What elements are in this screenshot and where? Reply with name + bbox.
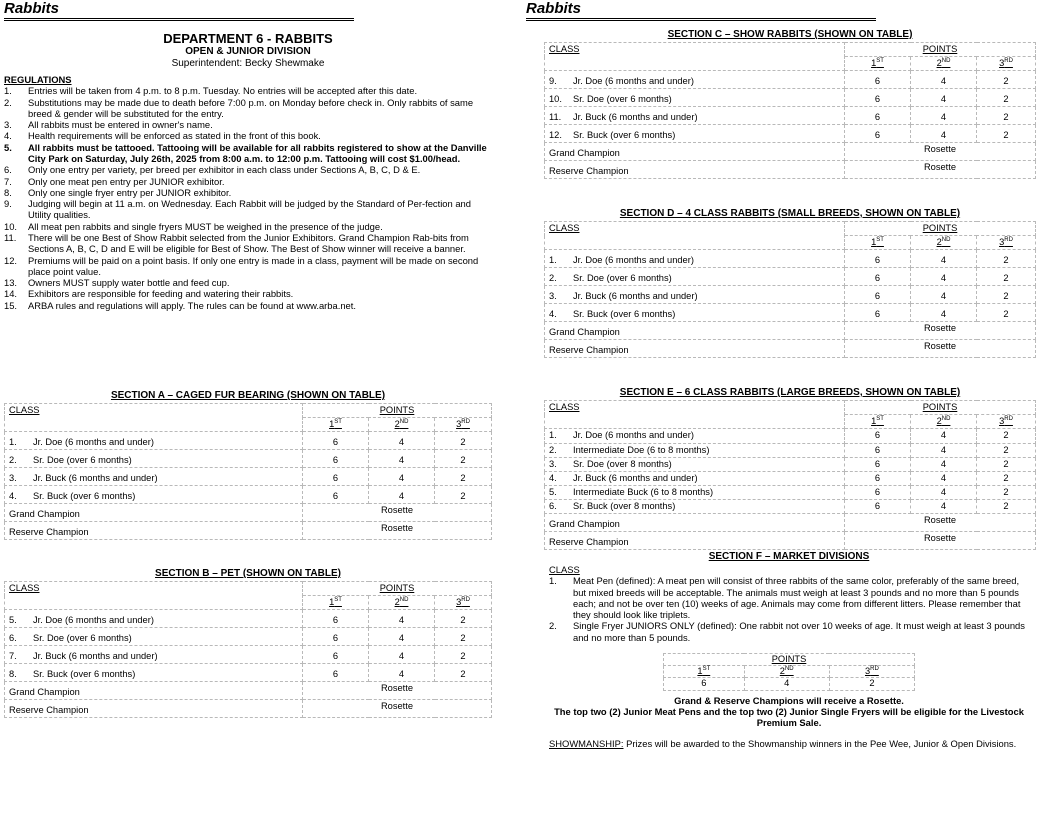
regulation-text: Substitutions may be made due to death before 7:00 p.m. on Monday before check in. Only rabbits of same breed & gender will be substituted for the entry. (28, 96, 474, 119)
second-place-points: 4 (369, 664, 435, 682)
first-place-points: 6 (845, 429, 911, 443)
premium-note: The top two (2) Junior Meat Pens and the top two (2) Junior Single Fryers will be eligible for the Livestock Premium Sale. (554, 705, 1024, 729)
first-place-points: 6 (845, 471, 911, 485)
third-place-points: 2 (977, 457, 1036, 471)
third-place-points: 2 (435, 610, 492, 628)
class-row (545, 486, 1036, 500)
superintendent: Superintendent: Becky Shewmake (171, 58, 325, 69)
first-place-points: 6 (845, 125, 911, 143)
award-label: Grand Champion (545, 514, 845, 532)
third-place-points: 2 (435, 468, 492, 486)
regulation-number: 13. (4, 277, 18, 289)
third-place-points: 2 (977, 89, 1036, 107)
first-place-header: 1ST (303, 596, 369, 610)
section-a (4, 390, 492, 540)
class-row (5, 468, 492, 486)
first-place-points: 6 (303, 450, 369, 468)
regulation-number: 11. (4, 231, 17, 243)
second-place-points: 4 (911, 471, 977, 485)
award-row (5, 700, 492, 718)
class-row (5, 610, 492, 628)
department-subtitle: OPEN & JUNIOR DIVISION (185, 46, 311, 57)
regulation-number: 1. (4, 85, 12, 97)
class-label: 4. Jr. Buck (6 months and under) (545, 471, 845, 485)
second-place-points: 4 (911, 125, 977, 143)
class-row (545, 457, 1036, 471)
first-place-header: 1ST (845, 236, 911, 250)
class-row (545, 89, 1036, 107)
regulation-item (4, 277, 492, 288)
market-second-header: 2ND (744, 666, 829, 678)
regulation-text: Only one single fryer entry per JUNIOR exhibitor. (28, 186, 232, 198)
second-place-points: 4 (911, 89, 977, 107)
second-place-points: 4 (911, 304, 977, 322)
third-place-header: 3RD (435, 418, 492, 432)
class-label: 12. Sr. Buck (over 6 months) (545, 125, 845, 143)
showmanship-label: SHOWMANSHIP: (549, 738, 624, 750)
award-label: Reserve Champion (5, 522, 303, 540)
regulation-text: All rabbits must be entered in owner's name. (28, 119, 213, 131)
first-place-points: 6 (845, 107, 911, 125)
regulation-text: Premiums will be paid on a point basis. If only one entry is made in a class, payment will be made on second place point value. (28, 254, 479, 277)
section-e-table (544, 400, 1036, 550)
regulation-item (4, 164, 492, 175)
class-row (545, 71, 1036, 89)
second-place-points: 4 (369, 432, 435, 450)
class-row (545, 471, 1036, 485)
first-place-points: 6 (303, 468, 369, 486)
second-place-points: 4 (911, 107, 977, 125)
points-header: POINTS (303, 404, 492, 418)
points-header: POINTS (845, 222, 1036, 236)
third-place-header: 3RD (435, 596, 492, 610)
first-place-header: 1ST (845, 415, 911, 429)
market-class-number: 2. (549, 620, 557, 632)
third-place-header: 3RD (977, 236, 1036, 250)
first-place-points: 6 (845, 457, 911, 471)
third-place-points: 2 (977, 107, 1036, 125)
third-place-points: 2 (977, 268, 1036, 286)
running-header-right: Rabbits (526, 0, 876, 21)
regulation-number: 6. (4, 164, 12, 176)
award-value: Rosette (845, 143, 1036, 161)
class-label: 3. Jr. Buck (6 months and under) (5, 468, 303, 486)
regulation-number: 7. (4, 175, 12, 187)
third-place-points: 2 (977, 500, 1036, 514)
first-place-points: 6 (845, 71, 911, 89)
class-label: 8. Sr. Buck (over 6 months) (5, 664, 303, 682)
first-place-points: 6 (845, 286, 911, 304)
regulation-item (4, 198, 492, 221)
market-points-header: POINTS (664, 653, 915, 665)
regulation-text: Only one entry per variety, per breed per exhibitor in each class under Sections A, B, C, D & E. (28, 164, 421, 176)
second-place-points: 4 (369, 468, 435, 486)
class-label: 10. Sr. Doe (over 6 months) (545, 89, 845, 107)
second-place-points: 4 (369, 486, 435, 504)
award-label: Reserve Champion (5, 700, 303, 718)
award-label: Reserve Champion (545, 161, 845, 179)
regulation-item (4, 119, 492, 130)
class-label: 9. Jr. Doe (6 months and under) (545, 71, 845, 89)
regulation-number: 12. (4, 254, 18, 266)
regulation-number: 3. (4, 119, 12, 131)
award-row (5, 504, 492, 522)
market-class-text: Meat Pen (defined): A meat pen will consist of three rabbits of the same color, preferably of the same breed, but mixed breeds will be acceptable. The animals must weigh at least 3 pounds and no more than 5 pounds each; and not be over ten (10) weeks of age. Animals may come from different litters. Please remember that they should look like triplets. (573, 575, 1021, 621)
second-place-points: 4 (369, 450, 435, 468)
market-third-header: 3RD (829, 666, 914, 678)
regulation-number: 8. (4, 186, 12, 198)
section-d (544, 208, 1036, 358)
award-value: Rosette (845, 514, 1036, 532)
third-place-points: 2 (977, 486, 1036, 500)
award-value: Rosette (303, 682, 492, 700)
first-place-points: 6 (845, 486, 911, 500)
regulation-number: 4. (4, 130, 12, 142)
regulation-text: Health requirements will be enforced as stated in the front of this book. (28, 130, 321, 142)
class-row (5, 646, 492, 664)
first-place-points: 6 (845, 500, 911, 514)
regulation-text: Exhibitors are responsible for feeding and watering their rabbits. (28, 288, 294, 300)
class-label: 6. Sr. Buck (over 8 months) (545, 500, 845, 514)
class-header: CLASS (545, 401, 845, 429)
award-row (545, 143, 1036, 161)
third-place-header: 3RD (977, 415, 1036, 429)
department-title: DEPARTMENT 6 - RABBITS (163, 31, 333, 46)
class-row (545, 250, 1036, 268)
champions-note: Grand & Reserve Champions will receive a Rosette. (674, 694, 904, 706)
class-label: 4. Sr. Buck (over 6 months) (545, 304, 845, 322)
second-place-points: 4 (911, 500, 977, 514)
award-value: Rosette (303, 504, 492, 522)
first-place-points: 6 (845, 304, 911, 322)
section-b-title: SECTION B – PET (SHOWN ON TABLE) (155, 568, 341, 579)
section-e-title: SECTION E – 6 CLASS RABBITS (LARGE BREEDS, SHOWN ON TABLE) (619, 387, 961, 398)
third-place-points: 2 (435, 432, 492, 450)
third-place-points: 2 (977, 71, 1036, 89)
class-row (545, 268, 1036, 286)
section-c-title: SECTION C – SHOW RABBITS (SHOWN ON TABLE) (667, 29, 913, 40)
regulation-number: 15. (4, 299, 18, 311)
class-label: 2. Intermediate Doe (6 to 8 months) (545, 443, 845, 457)
regulation-item (4, 300, 492, 311)
third-place-points: 2 (977, 125, 1036, 143)
regulations-heading: REGULATIONS (4, 74, 72, 85)
award-label: Grand Champion (5, 504, 303, 522)
class-label: 1. Jr. Doe (6 months and under) (545, 429, 845, 443)
class-row (545, 429, 1036, 443)
second-place-points: 4 (911, 443, 977, 457)
section-b (4, 568, 492, 718)
class-row (5, 486, 492, 504)
first-place-points: 6 (303, 610, 369, 628)
regulation-item (4, 288, 492, 299)
award-label: Grand Champion (5, 682, 303, 700)
second-place-points: 4 (911, 71, 977, 89)
class-label: 3. Sr. Doe (over 8 months) (545, 457, 845, 471)
second-place-points: 4 (911, 457, 977, 471)
award-label: Grand Champion (545, 322, 845, 340)
award-value: Rosette (845, 322, 1036, 340)
second-place-points: 4 (911, 250, 977, 268)
class-row (5, 664, 492, 682)
regulation-item (4, 142, 492, 165)
regulation-item (4, 85, 492, 96)
award-row (545, 340, 1036, 358)
showmanship-text: Prizes will be awarded to the Showmanship winners in the Pee Wee, Junior & Open Divisions. (623, 738, 1017, 750)
third-place-points: 2 (977, 286, 1036, 304)
section-f-class-label: CLASS (549, 564, 580, 575)
class-row (545, 500, 1036, 514)
first-place-points: 6 (845, 250, 911, 268)
market-class-text: Single Fryer JUNIORS ONLY (defined): One rabbit not over 10 weeks of age. It must weigh at least 3 pounds and no more than 5 pounds. (573, 620, 1025, 643)
class-header: CLASS (5, 582, 303, 610)
regulation-item (4, 255, 492, 278)
class-label: 1. Jr. Doe (6 months and under) (545, 250, 845, 268)
regulation-text: All rabbits must be tattooed. Tattooing will be available for all rabbits registered to show at the Danville City Park on Saturday, July 26th, 2025 from 8:00 a.m. to 12:00 p.m. Tattooing will cost $1.00/head. (28, 141, 487, 164)
class-label: 6. Sr. Doe (over 6 months) (5, 628, 303, 646)
class-row (545, 443, 1036, 457)
second-place-points: 4 (911, 486, 977, 500)
regulation-item (4, 130, 492, 141)
regulation-number: 10. (4, 220, 18, 232)
regulation-number: 9. (4, 198, 12, 210)
second-place-points: 4 (369, 628, 435, 646)
points-header: POINTS (845, 43, 1036, 57)
first-place-header: 1ST (845, 57, 911, 71)
second-place-points: 4 (911, 268, 977, 286)
regulation-text: Entries will be taken from 4 p.m. to 8 p.m. Tuesday. No entries will be accepted after this date. (28, 85, 418, 97)
award-value: Rosette (303, 522, 492, 540)
third-place-points: 2 (977, 304, 1036, 322)
class-label: 11. Jr. Buck (6 months and under) (545, 107, 845, 125)
second-place-points: 4 (911, 286, 977, 304)
third-place-header: 3RD (977, 57, 1036, 71)
regulation-text: There will be one Best of Show Rabbit selected from the Junior Exhibitors. Grand Champion Rab-bits from Sections A, B, C, D and E will be eligible for Best of Show. The Best of Show winner will receive a banner. (28, 231, 469, 255)
regulations-list (4, 85, 492, 311)
first-place-points: 6 (845, 443, 911, 457)
first-place-points: 6 (303, 664, 369, 682)
regulation-item (4, 176, 492, 187)
class-label: 1. Jr. Doe (6 months and under) (5, 432, 303, 450)
class-label: 7. Jr. Buck (6 months and under) (5, 646, 303, 664)
first-place-points: 6 (303, 486, 369, 504)
market-class-number: 1. (549, 575, 557, 587)
section-a-table (4, 403, 492, 540)
award-label: Reserve Champion (545, 532, 845, 550)
regulation-number: 2. (4, 96, 12, 108)
market-class-item (549, 620, 1029, 643)
second-place-points: 4 (911, 429, 977, 443)
second-place-points: 4 (369, 610, 435, 628)
class-row (545, 125, 1036, 143)
points-header: POINTS (845, 401, 1036, 415)
market-class-item (549, 575, 1029, 620)
section-f (549, 551, 1029, 750)
first-place-points: 6 (303, 628, 369, 646)
regulation-number: 14. (4, 288, 18, 300)
regulation-item (4, 221, 492, 232)
third-place-points: 2 (435, 664, 492, 682)
class-label: 2. Sr. Doe (over 6 months) (545, 268, 845, 286)
class-row (5, 628, 492, 646)
second-place-header: 2ND (911, 57, 977, 71)
section-b-table (4, 581, 492, 718)
class-row (5, 432, 492, 450)
regulation-item (4, 97, 492, 120)
regulation-text: Judging will begin at 11 a.m. on Wednesday. Each Rabbit will be judged by the Standard of Per-fection and Utility qualities. (28, 198, 471, 221)
running-header: Rabbits (4, 0, 354, 21)
section-d-title: SECTION D – 4 CLASS RABBITS (SMALL BREEDS, SHOWN ON TABLE) (619, 208, 961, 219)
section-e (544, 387, 1036, 550)
market-second-points: 4 (744, 678, 829, 690)
class-row (545, 304, 1036, 322)
first-place-header: 1ST (303, 418, 369, 432)
regulation-text: Only one meat pen entry per JUNIOR exhibitor. (28, 175, 225, 187)
second-place-points: 4 (369, 646, 435, 664)
section-d-table (544, 221, 1036, 358)
award-value: Rosette (845, 161, 1036, 179)
market-points-table (663, 653, 915, 691)
third-place-points: 2 (977, 429, 1036, 443)
regulation-item (4, 232, 492, 255)
first-place-points: 6 (845, 268, 911, 286)
section-f-title: SECTION F – MARKET DIVISIONS (708, 551, 870, 562)
class-label: 2. Sr. Doe (over 6 months) (5, 450, 303, 468)
class-label: 5. Intermediate Buck (6 to 8 months) (545, 486, 845, 500)
second-place-header: 2ND (369, 418, 435, 432)
second-place-header: 2ND (911, 415, 977, 429)
showmanship-note (549, 738, 1029, 749)
regulation-text: All meat pen rabbits and single fryers MUST be weighed in the presence of the judge. (28, 220, 383, 232)
market-class-list (549, 575, 1029, 643)
market-first-points: 6 (664, 678, 745, 690)
section-c-table (544, 42, 1036, 179)
section-a-title: SECTION A – CAGED FUR BEARING (SHOWN ON TABLE) (110, 390, 386, 401)
third-place-points: 2 (435, 646, 492, 664)
first-place-points: 6 (845, 89, 911, 107)
award-row (545, 322, 1036, 340)
market-first-header: 1ST (664, 666, 745, 678)
award-row (545, 532, 1036, 550)
third-place-points: 2 (977, 250, 1036, 268)
third-place-points: 2 (977, 443, 1036, 457)
third-place-points: 2 (977, 471, 1036, 485)
class-row (545, 286, 1036, 304)
second-place-header: 2ND (369, 596, 435, 610)
first-place-points: 6 (303, 646, 369, 664)
points-header: POINTS (303, 582, 492, 596)
class-row (545, 107, 1036, 125)
class-label: 5. Jr. Doe (6 months and under) (5, 610, 303, 628)
third-place-points: 2 (435, 450, 492, 468)
regulation-item (4, 187, 492, 198)
class-header: CLASS (5, 404, 303, 432)
third-place-points: 2 (435, 628, 492, 646)
award-label: Reserve Champion (545, 340, 845, 358)
regulation-text: ARBA rules and regulations will apply. The rules can be found at www.arba.net. (28, 299, 356, 311)
class-label: 3. Jr. Buck (6 months and under) (545, 286, 845, 304)
award-row (545, 514, 1036, 532)
regulation-number: 5. (4, 141, 12, 153)
market-third-points: 2 (829, 678, 914, 690)
regulation-text: Owners MUST supply water bottle and feed cup. (28, 277, 230, 289)
third-place-points: 2 (435, 486, 492, 504)
section-c (544, 29, 1036, 179)
first-place-points: 6 (303, 432, 369, 450)
left-column (4, 0, 492, 716)
class-header: CLASS (545, 43, 845, 71)
award-row (545, 161, 1036, 179)
award-value: Rosette (303, 700, 492, 718)
award-value: Rosette (845, 532, 1036, 550)
class-label: 4. Sr. Buck (over 6 months) (5, 486, 303, 504)
class-row (5, 450, 492, 468)
award-value: Rosette (845, 340, 1036, 358)
second-place-header: 2ND (911, 236, 977, 250)
class-header: CLASS (545, 222, 845, 250)
award-row (5, 522, 492, 540)
award-label: Grand Champion (545, 143, 845, 161)
right-column (526, 0, 1038, 750)
award-row (5, 682, 492, 700)
